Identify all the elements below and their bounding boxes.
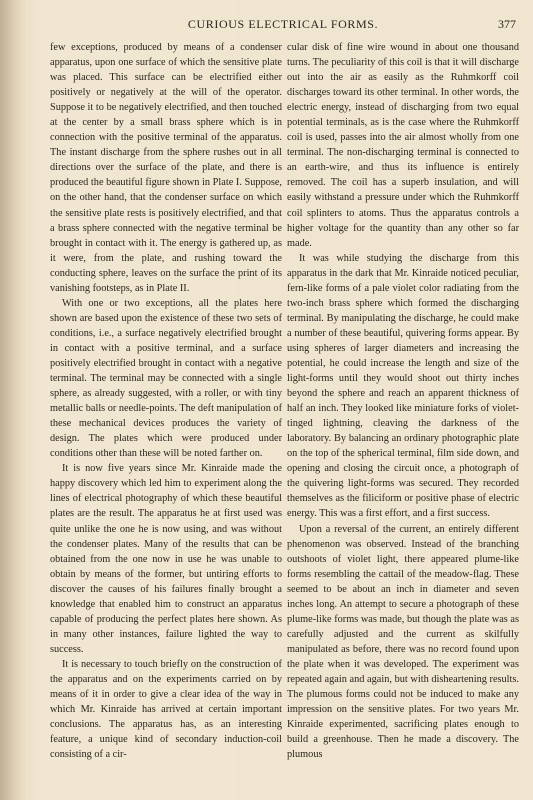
paragraph: It is necessary to touch briefly on the construction of the apparatus and on the experiments carried on by means of it in order to give a clear idea of the way in which Mr. Kinraide has arrived at certain important conclusions. The apparatus has, as an interesting feature, a unique kind of secondary induction-coil consisting of a cir-	[50, 658, 282, 761]
page-binding-shadow	[0, 0, 26, 800]
paragraph: With one or two exceptions, all the plates here shown are based upon the existence of these two sets of conditions, i.e., a surface negatively electrified brought in contact with a positive terminal, and a surface positively electrified brought in contact with a negative terminal. The terminal may be connected with a single sphere, as already suggested, with a roller, or with tiny metallic balls or needle-points. The deft manipulation of these mechanical devices produces the variety of design. The plates which were produced under conditions other than these will be noted farther on.	[50, 297, 282, 460]
right-column	[287, 40, 519, 762]
paragraph: It was while studying the discharge from this apparatus in the dark that Mr. Kinraide noticed peculiar, fern-like forms of a pale violet color radiating from the two-inch brass sphere which formed the discharging terminal. By manipulating the discharge, he could make a number of these beautiful, quivering forms appear. By using spheres of larger diameters and increasing the potential, he could increase the length and size of the light-forms until they would shoot out thirty inches beyond the sphere and reach an apparent thickness of half an inch. They looked like miniature forks of violet-tinged lightning, cleaving the darkness of the laboratory. By balancing an ordinary photographic plate on the top of the spherical terminal, film side down, and opening and closing the circuit once, a photograph of the quivering light-forms was secured. They recorded themselves as the filiciform or positive phase of electric energy. This was a first effort, and a first success.	[287, 252, 519, 520]
paragraph: Upon a reversal of the current, an entirely different phenomenon was observed. Instead of the branching outshoots of violet light, there appeared plume-like forms resembling the cattail of the meadow-flag. These seemed to be about an inch in diameter and seven inches long. An attempt to secure a photograph of these plume-like forms was made, but though the plate was as carefully adjusted and the current as skilfully manipulated as before, there was no record found upon the plate when it was developed. The experiment was repeated again and again, but with disheartening results. The plumous forms could not be induced to make any impression on the sensitive plates. For two years Mr. Kinraide experimented, sacrificing plates enough to build a greenhouse. Then he made a discovery. The plumous	[287, 523, 519, 761]
page-number: 377	[498, 17, 516, 31]
paragraph: cular disk of fine wire wound in about one thousand turns. The peculiarity of this coil is that it will discharge out into the air as easily as the Ruhmkorff coil discharges toward its other terminal. In other words, the electric energy, instead of discharging from two equal potential terminals, as is the case where the Ruhmkorff coil is used, passes into the air almost wholly from one terminal. The non-discharging terminal is connected to an earth-wire, and thus its influence is entirely removed. The coil has a superb insulation, and will easily withstand a pressure under which the Ruhmkorff coil splinters to atoms. Thus the apparatus controls a higher voltage for the quantity than any other so far made.	[287, 42, 519, 249]
running-head: CURIOUS ELECTRICAL FORMS.	[187, 17, 379, 31]
paragraph: few exceptions, produced by means of a condenser apparatus, upon one surface of which the sensitive plate was placed. This surface can be electrified either positively or negatively at the will of the operator. Suppose it to be negatively electrified, and then touched at the center by a small brass sphere which is in connection with the positive terminal of the apparatus. The instant discharge from the sphere rushes out in all directions over the surface of the plate, and there is produced the beautiful figure shown in Plate I. Suppose, on the other hand, that the condenser surface on which the sensitive plate rests is positively electrified, and that a brass sphere connected with the negative terminal be brought in contact with it. The energy is gathered up, as it were, from the plate, and rushing toward the conducting sphere, leaves on the surface the print of its vanishing footsteps, as in Plate II.	[50, 42, 282, 294]
page-header	[48, 17, 518, 33]
paragraph: It is now five years since Mr. Kinraide made the happy discovery which led him to experiment along the lines of electrical photography of which these beautiful plates are the result. The apparatus he at first used was quite unlike the one he is now using, and was without the condenser plates. Many of the results that can be obtained from the one now in use he was unable to obtain by means of the former, but untiring efforts to discover the causes of his failures finally brought a knowledge that enabled him to construct an apparatus capable of producing the perfect plates here shown. As in many other instances, failure lighted the way to success.	[50, 463, 282, 655]
left-column	[50, 40, 282, 762]
